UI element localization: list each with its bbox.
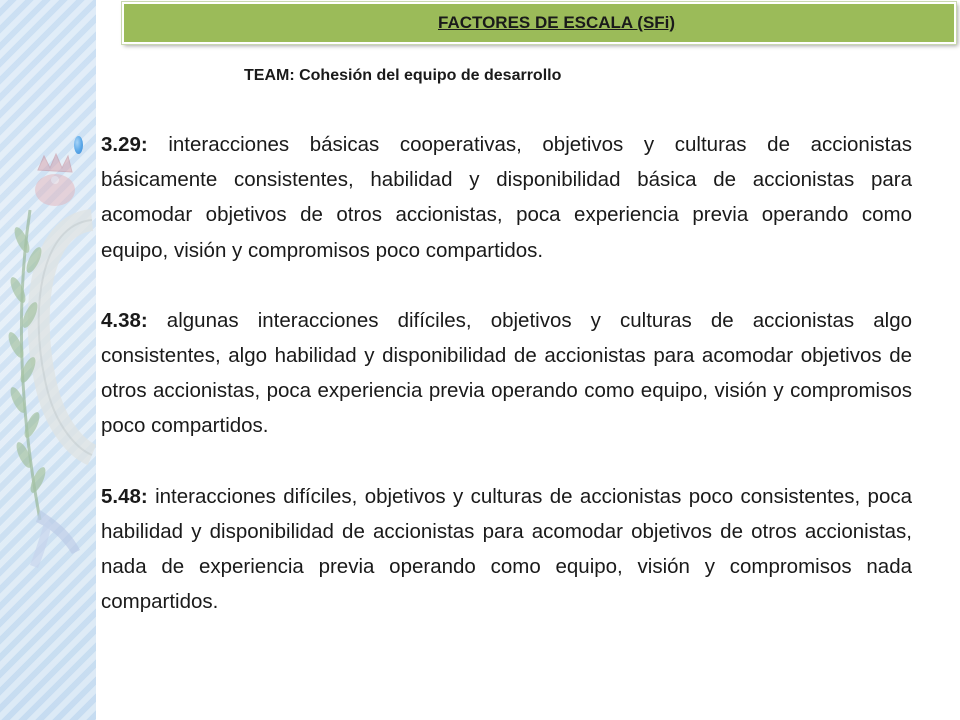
scale-factor-paragraph: [101, 303, 912, 444]
bullet-dot-icon: [74, 136, 83, 154]
factor-value: 5.48:: [101, 484, 148, 508]
factor-description: interacciones básicas cooperativas, objetivos y culturas de accionistas básicamente consistentes, habilidad y disponibilidad básica de accionistas para acomodar objetivos de otros accionistas, poca experiencia previa operando como equipo, visión y compromisos poco compartidos.: [101, 133, 912, 262]
factor-description: algunas interacciones difíciles, objetivos y culturas de accionistas algo consistentes, algo habilidad y disponibilidad de accionistas para acomodar objetivos de otros accionistas, poca experiencia previa operando como equipo, visión y compromisos poco compartidos.: [101, 308, 912, 438]
content-body: [101, 127, 912, 654]
factor-value: 4.38:: [101, 308, 148, 332]
page-title: FACTORES DE ESCALA (SFi): [438, 13, 676, 32]
factor-value: 3.29:: [101, 133, 148, 156]
factor-description: interacciones difíciles, objetivos y culturas de accionistas poco consistentes, poca habilidad y disponibilidad de accionistas para acomodar objetivos de otros accionistas, nada de experiencia previa operando como equipo, visión y compromisos nada compartidos.: [101, 484, 912, 614]
scale-factor-paragraph: [101, 479, 912, 620]
scale-factor-paragraph: [101, 127, 912, 268]
crest-laurel-watermark-icon: [0, 150, 96, 580]
section-subtitle: TEAM: Cohesión del equipo de desarrollo: [244, 67, 562, 84]
header-bar: [122, 2, 956, 44]
